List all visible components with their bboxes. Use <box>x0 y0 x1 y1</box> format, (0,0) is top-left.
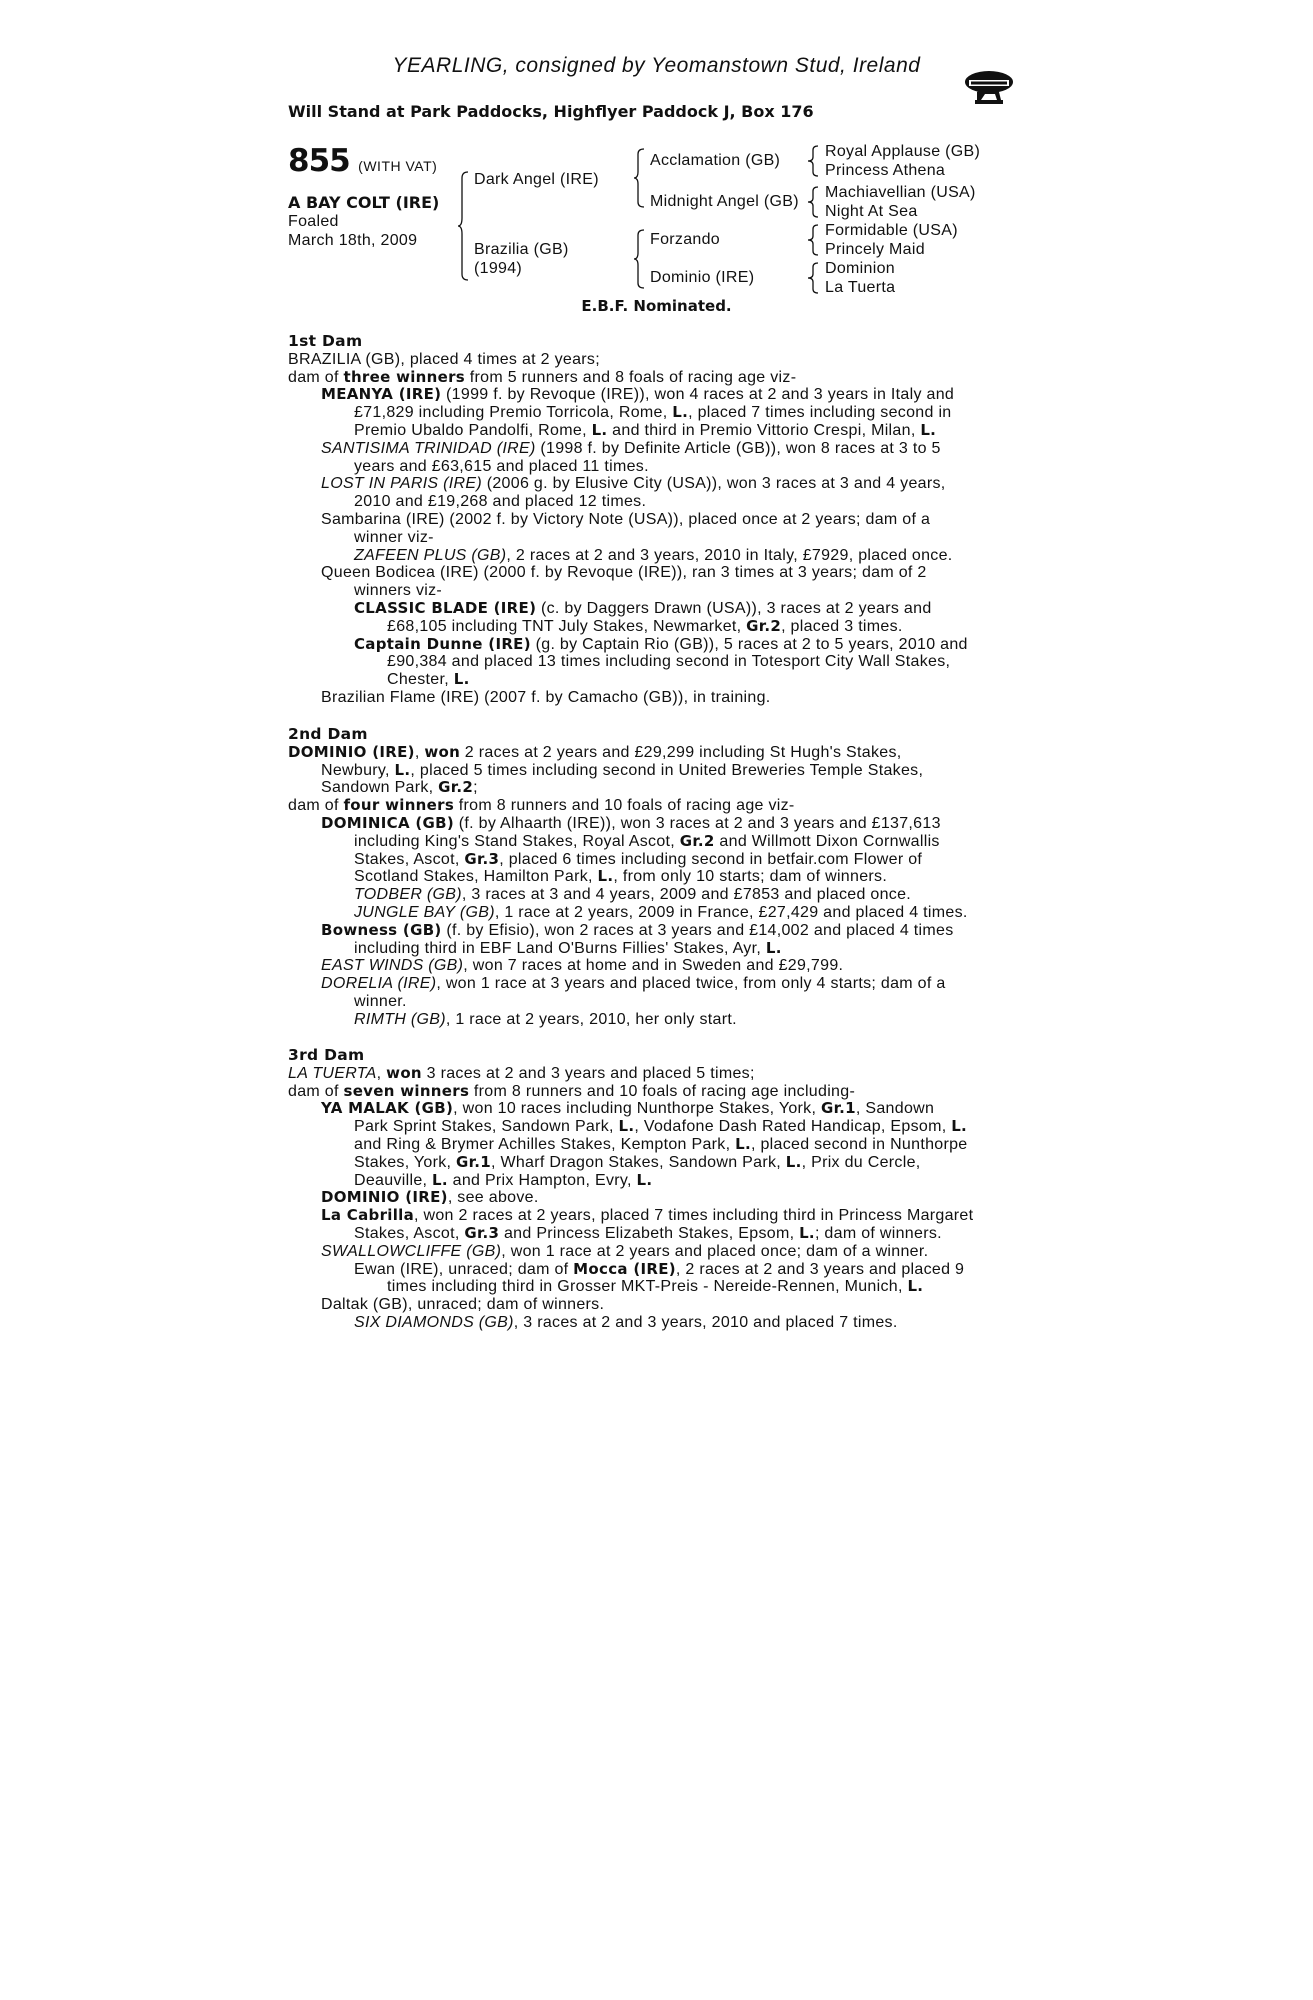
second-dam-line: DOMINIO (IRE), won 2 races at 2 years and £29,299 including St Hugh's Stakes, <box>288 742 902 761</box>
lot-number: 855 <box>288 143 350 179</box>
third-dam-line: LA TUERTA, won 3 races at 2 and 3 years and placed 5 times; <box>288 1063 755 1082</box>
pedigree-dam-sire: Forzando <box>650 231 720 248</box>
pedigree-dam: Brazilia (GB) <box>474 241 569 258</box>
pedigree-sire: Dark Angel (IRE) <box>474 171 599 188</box>
third-dam-heading: 3rd Dam <box>288 1046 365 1064</box>
stud-logo-icon <box>963 68 1015 108</box>
pedigree-sire-sire: Acclamation (GB) <box>650 152 781 169</box>
produce-la-cabrilla: La Cabrilla, won 2 races at 2 years, placed 7 times including third in Princess Margaret <box>321 1206 974 1225</box>
foaled-info <box>288 212 417 250</box>
pedigree-g3-3: Machiavellian (USA) <box>825 184 976 201</box>
produce-daltak: Daltak (GB), unraced; dam of winners. <box>321 1296 605 1314</box>
first-dam-heading: 1st Dam <box>288 332 363 350</box>
pedigree-brace-g3-2 <box>808 185 820 219</box>
third-dam-produce-line: dam of seven winners from 8 runners and 10 foals of racing age including- <box>288 1081 856 1100</box>
pedigree-g3-1: Royal Applause (GB) <box>825 143 981 160</box>
pedigree-brace-g3-4 <box>808 261 820 295</box>
second-dam-heading: 2nd Dam <box>288 725 368 743</box>
produce-ya-malak: YA MALAK (GB), won 10 races including Nunthorpe Stakes, York, Gr.1, Sandown <box>321 1099 935 1118</box>
first-dam-produce-line: dam of three winners from 5 runners and 8 foals of racing age viz- <box>288 367 797 386</box>
produce-brazilian-flame: Brazilian Flame (IRE) (2007 f. by Camacho (GB)), in training. <box>321 688 771 706</box>
produce-classic-blade: CLASSIC BLADE (IRE) (c. by Daggers Drawn (USA)), 3 races at 2 years and <box>354 598 932 617</box>
produce-ewan: Ewan (IRE), unraced; dam of Mocca (IRE), 2 races at 2 and 3 years and placed 9 <box>354 1259 965 1278</box>
produce-santisima: SANTISIMA TRINIDAD (IRE) (1998 f. by Definite Article (GB)), won 8 races at 3 to 5 <box>321 439 941 457</box>
pedigree-brace-dam <box>634 228 646 290</box>
pedigree-brace-sire <box>634 147 646 209</box>
location-line: Will Stand at Park Paddocks, Highflyer Paddock J, Box 176 <box>288 102 814 121</box>
produce-dominio: DOMINIO (IRE), see above. <box>321 1188 539 1207</box>
third-dam-section: 3rd Dam LA TUERTA, won 3 races at 2 and 3 years and placed 5 times; dam of seven winners from 8 runners and 10 foals of racing age including- YA MALAK (GB), won 10 races including Nunthorpe Stakes, York, Gr.1, Sandown Park Sprint Stakes, Sandown Park, L., Vodafone Dash Rated Handicap, Epsom, L. and Ring & Brymer Achilles Stakes, Kempton Park, L., placed second in Nunthorpe Stakes, York, Gr.1, Wharf Dragon Stakes, Sandown Park, L., Prix du Cercle, Deauville, L. and Prix Hampton, Evry, L. DOMINIO (IRE), see above. La Cabrilla, won 2 races at 2 years, placed 7 times including third in Princess Margaret Stakes, Ascot, Gr.3 and Princess Elizabeth Stakes, Epsom, L.; dam of winners. SWALLOWCLIFFE (GB), won 1 race at 2 years and placed once; dam of a winner. Ewan (IRE), unraced; dam of Mocca (IRE), 2 races at 2 and 3 years and placed 9 times including third in Grosser MKT-Preis - Nereide-Rennen, Munich, L. Daltak (GB), unraced; dam of winners. SIX DIAMONDS (GB), 3 races at 2 and 3 years, 2010 and placed 7 times. <box>288 1047 1006 1332</box>
pedigree-sire-dam: Midnight Angel (GB) <box>650 193 799 210</box>
pedigree-g3-2: Princess Athena <box>825 162 946 179</box>
produce-captain-dunne: Captain Dunne (IRE) (g. by Captain Rio (GB)), 5 races at 2 to 5 years, 2010 and <box>354 634 968 653</box>
produce-six-diamonds: SIX DIAMONDS (GB), 3 races at 2 and 3 years, 2010 and placed 7 times. <box>354 1313 898 1331</box>
pedigree-brace-g3-1 <box>808 144 820 178</box>
produce-queen-bodicea: Queen Bodicea (IRE) (2000 f. by Revoque (IRE)), ran 3 times at 3 years; dam of 2 <box>321 564 927 582</box>
pedigree-g3-5: Formidable (USA) <box>825 222 958 239</box>
produce-bowness: Bowness (GB) (f. by Efisio), won 2 races at 3 years and £14,002 and placed 4 times <box>321 920 954 939</box>
second-dam-produce-line: dam of four winners from 8 runners and 10 foals of racing age viz- <box>288 796 795 815</box>
produce-zafeen-plus: ZAFEEN PLUS (GB), 2 races at 2 and 3 years, 2010 in Italy, £7929, placed once. <box>354 546 953 564</box>
foaled-label: Foaled <box>288 213 339 230</box>
produce-swallowcliffe: SWALLOWCLIFFE (GB), won 1 race at 2 years and placed once; dam of a winner. <box>321 1242 929 1260</box>
produce-east-winds: EAST WINDS (GB), won 7 races at home and in Sweden and £29,799. <box>321 957 844 975</box>
produce-dominica: DOMINICA (GB) (f. by Alhaarth (IRE)), won 3 races at 2 and 3 years and £137,613 <box>321 813 941 832</box>
pedigree-dam-year: (1994) <box>474 260 523 277</box>
produce-sambarina: Sambarina (IRE) (2002 f. by Victory Note (USA)), placed once at 2 years; dam of a <box>321 510 931 528</box>
pedigree-brace-g3-3 <box>808 223 820 257</box>
first-dam-section: 1st Dam BRAZILIA (GB), placed 4 times at 2 years; dam of three winners from 5 runners and 8 foals of racing age viz- MEANYA (IRE) (1999 f. by Revoque (IRE)), won 4 races at 2 and 3 years in Italy and £71,829 including Premio Torricola, Rome, L., placed 7 times including second in Premio Ubaldo Pandolfi, Rome, L. and third in Premio Vittorio Crespi, Milan, L. SANTISIMA TRINIDAD (IRE) (1998 f. by Definite Article (GB)), won 8 races at 3 to 5 years and £63,615 and placed 11 times. LOST IN PARIS (IRE) (2006 g. by Elusive City (USA)), won 3 races at 3 and 4 years, 2010 and £19,268 and placed 12 times. Sambarina (IRE) (2002 f. by Victory Note (USA)), placed once at 2 years; dam of a winner viz- ZAFEEN PLUS (GB), 2 races at 2 and 3 years, 2010 in Italy, £7929, placed once. Queen Bodicea (IRE) (2000 f. by Revoque (IRE)), ran 3 times at 3 years; dam of 2 winners viz- CLASSIC BLADE (IRE) (c. by Daggers Drawn (USA)), 3 races at 2 years and £68,105 including TNT July Stakes, Newmarket, Gr.2, placed 3 times. Captain Dunne (IRE) (g. by Captain Rio (GB)), 5 races at 2 to 5 years, 2010 and £90,384 and placed 13 times including second in Totesport City Wall Stakes, Chester, L. Brazilian Flame (IRE) (2007 f. by Camacho (GB)), in training. <box>288 333 1006 707</box>
produce-rimth: RIMTH (GB), 1 race at 2 years, 2010, her only start. <box>354 1010 737 1028</box>
pedigree-g3-6: Princely Maid <box>825 241 925 258</box>
produce-dorelia: DORELIA (IRE), won 1 race at 3 years and placed twice, from only 4 starts; dam of a <box>321 975 946 993</box>
produce-jungle-bay: JUNGLE BAY (GB), 1 race at 2 years, 2009 in France, £27,429 and placed 4 times. <box>354 903 968 921</box>
pedigree-dam-dam: Dominio (IRE) <box>650 269 755 286</box>
pedigree-g3-4: Night At Sea <box>825 203 918 220</box>
consignment-line: YEARLING, consigned by Yeomanstown Stud, Ireland <box>392 54 921 77</box>
second-dam-section: 2nd Dam DOMINIO (IRE), won 2 races at 2 years and £29,299 including St Hugh's Stakes, Newbury, L., placed 5 times including second in United Breweries Temple Stakes, Sandown Park, Gr.2; dam of four winners from 8 runners and 10 foals of racing age viz- DOMINICA (GB) (f. by Alhaarth (IRE)), won 3 races at 2 and 3 years and £137,613 including King's Stand Stakes, Royal Ascot, Gr.2 and Willmott Dixon Cornwallis Stakes, Ascot, Gr.3, placed 6 times including second in betfair.com Flower of Scotland Stakes, Hamilton Park, L., from only 10 starts; dam of winners. TODBER (GB), 3 races at 3 and 4 years, 2009 and £7853 and placed once. JUNGLE BAY (GB), 1 race at 2 years, 2009 in France, £27,429 and placed 4 times. Bowness (GB) (f. by Efisio), won 2 races at 3 years and £14,002 and placed 4 times including third in EBF Land O'Burns Fillies' Stakes, Ayr, L. EAST WINDS (GB), won 7 races at home and in Sweden and £29,799. DORELIA (IRE), won 1 race at 3 years and placed twice, from only 4 starts; dam of a winner. RIMTH (GB), 1 race at 2 years, 2010, her only start. <box>288 726 1006 1029</box>
horse-description: A BAY COLT (IRE) <box>288 193 440 212</box>
pedigree-g3-8: La Tuerta <box>825 279 896 296</box>
lot-block <box>288 143 437 179</box>
first-dam-line: BRAZILIA (GB), placed 4 times at 2 years; <box>288 350 600 368</box>
produce-lost-in-paris: LOST IN PARIS (IRE) (2006 g. by Elusive City (USA)), won 3 races at 3 and 4 years, <box>321 475 946 493</box>
pedigree-brace-main <box>458 170 470 282</box>
produce-meanya: MEANYA (IRE) (1999 f. by Revoque (IRE)), won 4 races at 2 and 3 years in Italy and <box>321 385 955 404</box>
produce-todber: TODBER (GB), 3 races at 3 and 4 years, 2009 and £7853 and placed once. <box>354 886 912 904</box>
pedigree-g3-7: Dominion <box>825 260 895 277</box>
foaled-date: March 18th, 2009 <box>288 232 418 249</box>
ebf-nomination: E.B.F. Nominated. <box>581 297 732 315</box>
vat-note: (WITH VAT) <box>358 158 438 174</box>
